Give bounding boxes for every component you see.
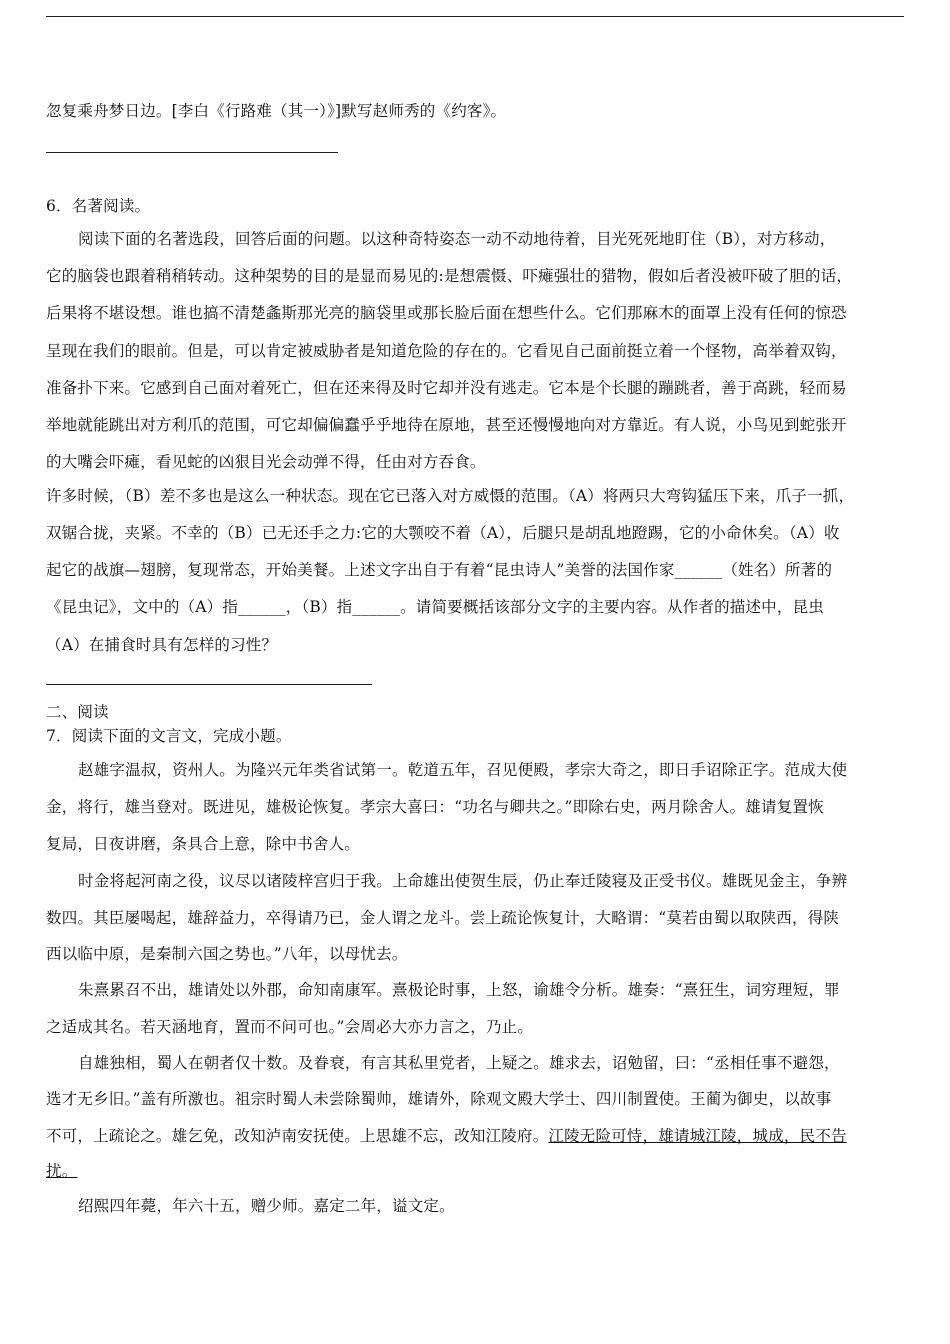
q6-line: 起它的战旗—翅膀，复现常态，开始美餐。上述文字出自于有着“昆虫诗人”美誉的法国作家______（姓名）所著的 [46, 561, 833, 579]
q7-line: 自雄独相，蜀人在朝者仅十数。及眷衰，有言其私里党者，上疑之。雄求去，诏勉留，曰：“丞相任事不避怨， [78, 1054, 840, 1072]
top-rule [46, 16, 904, 17]
q6-line: 准备扑下来。它感到自己面对着死亡，但在还来得及时它却并没有逃走。它本是个长腿的蹦跳者，善于高跳，轻而易 [46, 379, 847, 397]
q7-line: 西以临中原，是秦制六国之势也。”八年，以母忧去。 [46, 945, 408, 963]
q6-line: 后果将不堪设想。谁也搞不清楚螽斯那光亮的脑袋里或那长脸后面在想些什么。它们那麻木的面罩上没有任何的惊恐 [46, 304, 847, 322]
underlined-sentence: 江陵无险可恃，雄请城江陵，城成，民不告 [548, 1127, 847, 1145]
q7-line: 之适成其名。若天涵地育，置而不问可也。”会周必大亦力言之，乃止。 [46, 1018, 534, 1036]
q7-line: 朱熹累召不出，雄请处以外郡，命知南康军。熹极论时事，上怒，谕雄令分析。雄奏：“熹狂生，词穷理短，罪 [78, 981, 840, 999]
answer-blank-line [46, 684, 372, 685]
part2-title: 二、阅读 [46, 703, 109, 721]
q6-line: 许多时候，（B）差不多也是这么一种状态。现在它已落入对方威慑的范围。（A）将两只大弯钩猛压下来，爪子一抓， [46, 487, 855, 505]
underlined-sentence-end: 扰。 [46, 1162, 78, 1180]
poem-prompt: 忽复乘舟梦日边。[李白《行路难（其一）》]默写赵师秀的《约客》。 [46, 102, 507, 120]
q6-line: 双锯合拢，夹紧。不幸的（B）已无还手之力:它的大颚咬不着（A），后腿只是胡乱地蹬踢，它的小命休矣。（A）收 [46, 524, 840, 542]
q7-line: 金，将行，雄当登对。既进见，雄极论恢复。孝宗大喜曰：“功名与卿共之。”即除右史，两月除舍人。雄请复置恢 [46, 798, 824, 816]
q6-line: 阅读下面的名著选段，回答后面的问题。以这种奇特姿态一动不动地待着，目光死死地盯住（B），对方移动， [78, 230, 836, 248]
q6-line: 它的脑袋也跟着稍稍转动。这种架势的目的是显而易见的:是想震慑、吓瘫强壮的猎物，假如后者没被吓破了胆的话， [46, 267, 853, 285]
q7-line: 绍熙四年薨，年六十五，赠少师。嘉定二年，谥文定。 [78, 1197, 455, 1215]
q6-title: 6．名著阅读。 [46, 197, 151, 215]
q6-line: 的大嘴会吓瘫，看见蛇的凶狠目光会动弹不得，任由对方吞食。 [46, 453, 486, 471]
q7-line [46, 1126, 847, 1146]
q6-line: 《昆虫记》，文中的（A）指______，（B）指______。请简要概括该部分文字的主要内容。从作者的描述中，昆虫 [46, 598, 824, 616]
q7-line: 赵雄字温叔，资州人。为隆兴元年类省试第一。乾道五年，召见便殿，孝宗大奇之，即日手诏除正字。范成大使 [78, 761, 848, 779]
answer-blank-line [46, 152, 338, 153]
q6-line: 呈现在我们的眼前。但是，可以肯定被威胁者是知道危险的存在的。它看见自己面前挺立着一个怪物，高举着双钩， [46, 342, 847, 360]
q7-line: 选才无乡旧。”盖有所激也。祖宗时蜀人未尝除蜀帅，雄请外，除观文殿大学士、四川制置使。王蔺为御史，以故事 [46, 1090, 832, 1108]
q7-line-text: 不可，上疏论之。雄乞免，改知泸南安抚使。上思雄不忘，改知江陵府。 [46, 1127, 549, 1145]
q7-line: 复局，日夜讲磨，条具合上意，除中书舍人。 [46, 835, 361, 853]
q6-line: 举地就能跳出对方利爪的范围，可它却偏偏蠢乎乎地待在原地，甚至还慢慢地向对方靠近。有人说，小鸟见到蛇张开 [46, 416, 847, 434]
q7-line: 数四。其臣屡喝起，雄辞益力，卒得请乃已，金人谓之龙斗。尝上疏论恢复计，大略谓：“莫若由蜀以取陕西，得陕 [46, 909, 840, 927]
q7-title: 7．阅读下面的文言文，完成小题。 [46, 727, 292, 745]
q7-line: 时金将起河南之役，议尽以诸陵梓宫归于我。上命雄出使贺生辰，仍止奉迁陵寝及正受书仪。雄既见金主，争辨 [78, 872, 848, 890]
q6-line: （A）在捕食时具有怎样的习性？ [46, 636, 278, 654]
